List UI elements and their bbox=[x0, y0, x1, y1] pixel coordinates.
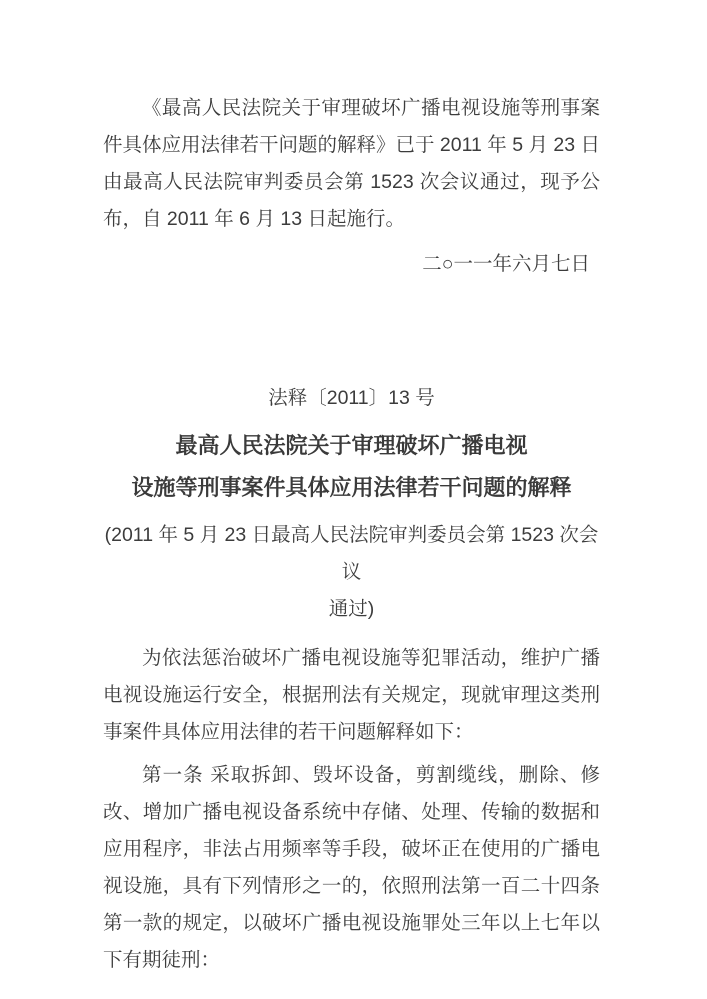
intro-paragraph: 《最高人民法院关于审理破坏广播电视设施等刑事案件具体应用法律若干问题的解释》已于 2011 年 5 月 23 日由最高人民法院审判委员会第 1523 次会议通过，现予公布，自 2011 年 6 月 13 日起施行。 bbox=[103, 97, 600, 230]
article-1-paragraph: 第一条 采取拆卸、毁坏设备，剪割缆线，删除、修改、增加广播电视设备系统中存储、处理、传输的数据和应用程序，非法占用频率等手段，破坏正在使用的广播电视设施，具有下列情形之一的，依照刑法第一百二十四条第一款的规定，以破坏广播电视设施罪处三年以上七年以下有期徒刑： bbox=[103, 764, 600, 971]
publication-date: 二○一一年六月七日 bbox=[422, 253, 590, 275]
document-number: 法释〔2011〕13 号 bbox=[268, 387, 435, 409]
document-title-line-2: 设施等刑事案件具体应用法律若干问题的解释 bbox=[131, 475, 572, 500]
adoption-note-line-1: (2011 年 5 月 23 日最高人民法院审判委员会第 1523 次会议 bbox=[104, 524, 599, 583]
preamble-paragraph: 为依法惩治破坏广播电视设施等犯罪活动，维护广播电视设施运行安全，根据刑法有关规定，现就审理这类刑事案件具体应用法律的若干问题解释如下： bbox=[103, 647, 600, 743]
adoption-note-line-2: 通过) bbox=[328, 598, 375, 620]
document-title-line-1: 最高人民法院关于审理破坏广播电视 bbox=[175, 433, 528, 458]
